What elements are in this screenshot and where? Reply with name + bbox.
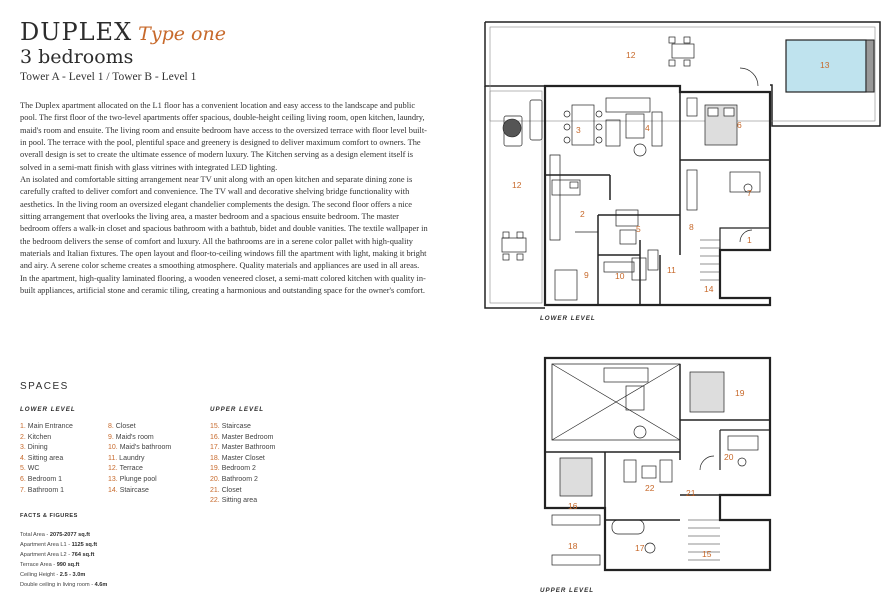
list-item: 22. Sitting area [210,497,258,505]
list-item: 17. Master Bathroom [210,444,276,452]
list-item: 6. Bedroom 1 [20,475,63,483]
description-paragraph: The Duplex apartment allocated on the L1 floor has a convenient location and easy access to the landscape and public pool. The first floor of the two-level apartments offer spacious, double-height ceiling living room, open kitchen, laundry, maid's room and ensuite. The living room and ensuite bedroom have access to the oversized terrace with floor level built-in pool. The terrace with the pool, plentiful space and greenery is designed to deliver maximum comfort to owners. The overall design is set to create the ultimate essence of modern luxury. The Kitchen serving as a design element itself is solved in a semi-matt finish with glass vitrines with integrated LED lighting. [20,101,427,172]
fact-item: Apartment Area L2 - 764 sq.ft [20,552,95,558]
spaces-heading: SPACES [20,381,69,392]
lower-level-heading: LOWER LEVEL [20,406,76,413]
list-item: 18. Master Closet [210,454,265,462]
room-number: 15 [702,549,712,559]
list-item: 12. Terrace [108,465,143,473]
room-number: 4 [645,123,650,133]
room-number: 12 [512,180,522,190]
list-item: 15. Staircase [210,423,251,430]
list-item: 10. Maid's bathroom [108,444,172,452]
title-type: Type one [138,23,226,45]
list-item: 21. Closet [210,486,242,494]
lower-level-plan-label: LOWER LEVEL [540,315,596,322]
room-number: 10 [615,271,625,281]
list-item: 7. Bathroom 1 [20,486,64,494]
upper-room-numbers [568,388,745,559]
room-number: 14 [704,284,714,294]
list-item: 19. Bedroom 2 [210,465,256,473]
fact-item: Apartment Area L1 - 1125 sq.ft [20,542,98,548]
room-number: 17 [635,543,645,553]
room-number: 8 [689,222,694,232]
room-number: 11 [667,265,676,275]
room-number: 20 [724,452,734,462]
list-item: 9. Maid's room [108,433,154,441]
title-main: DUPLEX [20,18,133,46]
list-item: 14. Staircase [108,486,149,494]
list-item: 20. Bathroom 2 [210,475,258,483]
fact-item: Double ceiling in living room - 4.6m [20,582,108,588]
room-number: 21 [686,488,696,498]
room-number: 3 [576,125,581,135]
room-number: 1 [747,235,752,245]
room-number: 19 [735,388,745,398]
fact-item: Total Area - 2075-2077 sq.ft [20,532,90,538]
list-item: 11. Laundry [108,454,145,462]
upper-level-heading: UPPER LEVEL [210,406,264,413]
list-item: 1. Main Entrance [20,423,73,430]
list-item: 4. Sitting area [20,454,64,462]
room-number: 16 [568,501,578,511]
fact-item: Terrace Area - 990 sq.ft [20,562,80,568]
description-paragraph: An isolated and comfortable sitting arrangement near TV unit along with an open kitchen and separate dining zone is carefully crafted to deliver comfort and convenience. The TV wall and decorative shelving bridge functionality with aesthetics. In the living room an oversized elegant chandelier complements the design. The second floor offers a nice sitting arrangement that overlooks the living area, a master bedroom and a spacious ensuite bedroom. The master bedroom offers a walk-in closet and spacious bathroom with a bathtub, bidet and double vanities. The textile wallpaper in the bedroom delivers the sense of comfort and luxury. All the bathrooms are in a serene color pallet with high-quality materials and Italian fixtures. The open layout and floor-to-ceiling windows fill the apartment with light, making it bright and airy. A serene color scheme creates a smoothing atmosphere. Quality materials and appliances are used in all areas. In the apartment, high-quality laminated flooring, a wooden veneered closet, a semi-matt colored kitchen with quality in-built appliances, artificial stone and ceramic tiling, creating a harmonious and outstanding space for the owner's comfort. [20,175,428,296]
room-number: 22 [645,483,655,493]
fact-item: Ceiling Height - 2.5 - 3.0m [20,572,86,578]
room-number: 5 [636,224,641,234]
list-item: 16. Master Bedroom [210,433,274,441]
room-number: 13 [820,60,830,70]
bedrooms-subtitle: 3 bedrooms [20,46,134,68]
upper-level-plan-label: UPPER LEVEL [540,587,594,594]
list-item: 5. WC [20,465,40,473]
list-item: 3. Dining [20,444,48,452]
list-item: 2. Kitchen [20,433,52,441]
room-number: 18 [568,541,578,551]
tower-location: Tower A - Level 1 / Tower B - Level 1 [20,71,197,83]
room-number: 7 [747,188,752,198]
room-number: 12 [626,50,636,60]
room-number: 6 [737,120,742,130]
facts-heading: FACTS & FIGURES [20,513,78,519]
room-number: 2 [580,209,585,219]
list-item: 13. Plunge pool [108,475,157,483]
list-item: 8. Closet [108,423,136,430]
room-number: 9 [584,270,589,280]
